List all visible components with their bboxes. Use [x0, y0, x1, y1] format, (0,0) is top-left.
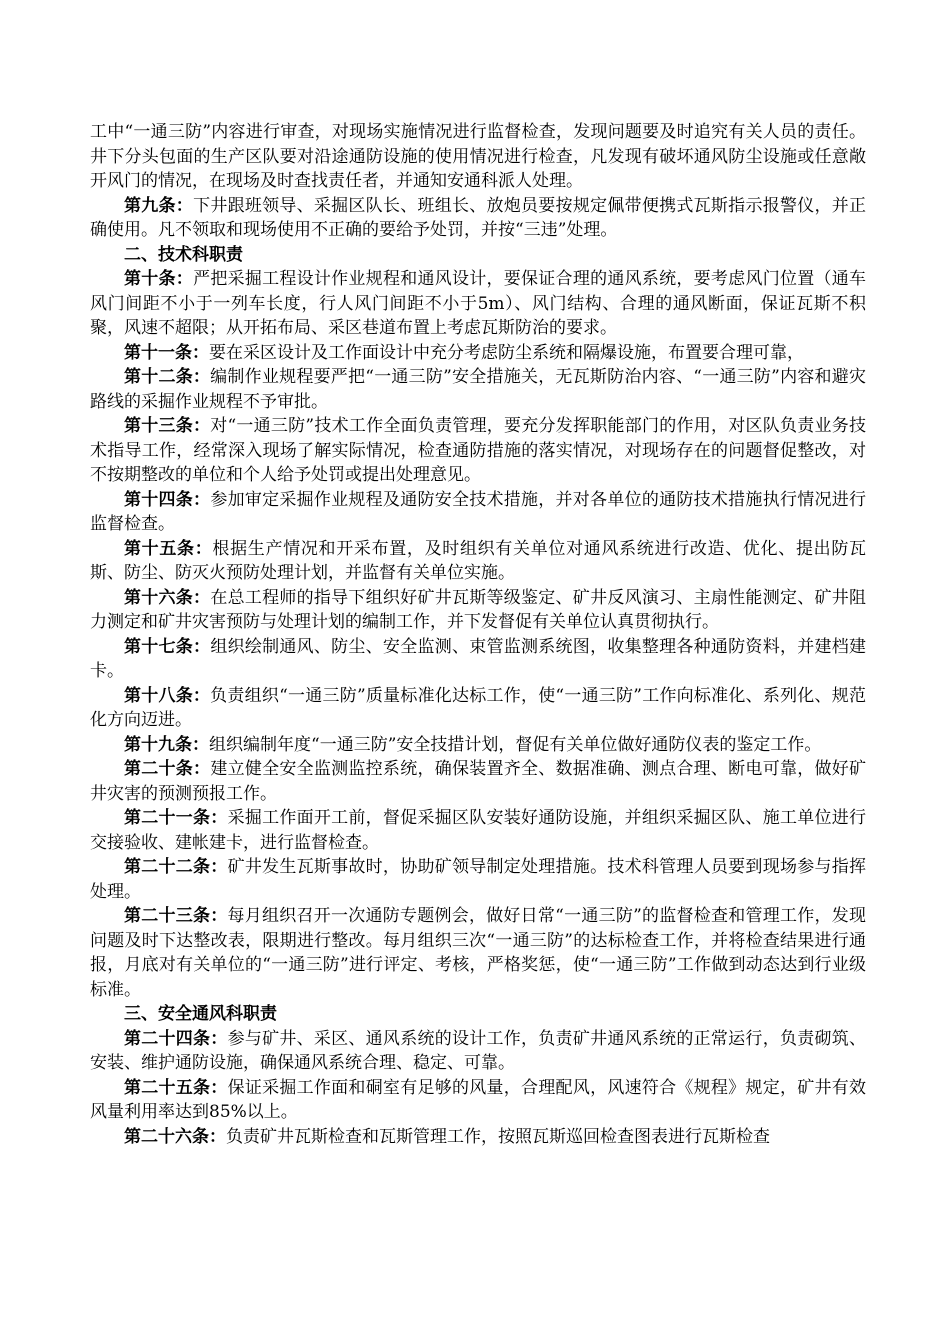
article-label: 第九条：: [124, 195, 194, 216]
paragraph-text: 工中“一通三防”内容进行审查，对现场实施情况进行监督检查，发现问题要及时追究有关人员的责任。井下分头包面的生产区队要对沿途通防设施的使用情况进行检查，凡发现有破坏通风防尘设施或任意敞开风门的情况，在现场及时查找责任者，并通知安通科派人处理。: [90, 122, 866, 191]
article-15: [90, 537, 866, 586]
article-text: 负责矿井瓦斯检查和瓦斯管理工作，按照瓦斯巡回检查图表进行瓦斯检查: [226, 1126, 770, 1147]
article-12: [90, 365, 866, 414]
article-18: [90, 684, 866, 733]
article-label: 第二十一条：: [124, 808, 228, 828]
article-14: [90, 488, 866, 537]
article-label: 第二十二条：: [124, 857, 228, 877]
section-heading-safety-ventilation: 三、安全通风科职责: [124, 1004, 277, 1024]
article-17: [90, 635, 866, 684]
article-label: 第十八条：: [124, 685, 211, 706]
article-text: 严把采掘工程设计作业规程和通风设计，要保证合理的通风系统，要考虑风门位置（通车风门间距不小于一列车长度，行人风门间距不小于5m）、风门结构、合理的通风断面，保证瓦斯不积聚，风速不超限；从开拓布局、采区巷道布置上考虑瓦斯防治的要求。: [90, 269, 867, 338]
article-label: 第十二条：: [124, 367, 211, 387]
article-text: 对“一通三防”技术工作全面负责管理，要充分发挥职能部门的作用，对区队负责业务技术指导工作，经常深入现场了解实际情况，检查通防措施的落实情况，对现场存在的问题督促整改，对不按期整改的单位和个人给予处罚或提出处理意见。: [90, 416, 866, 485]
article-text: 每月组织召开一次通防专题例会，做好日常“一通三防”的监督检查和管理工作，发现问题及时下达整改表，限期进行整改。每月组织三次“一通三防”的达标检查工作，并将检查结果进行通报，月底对有关单位的“一通三防”进行评定、考核，严格奖惩，使“一通三防”工作做到动态达到行业级标准。: [90, 906, 866, 1000]
article-22: [90, 855, 866, 904]
article-text: 负责组织“一通三防”质量标准化达标工作，使“一通三防”工作向标准化、系列化、规范化方向迈进。: [90, 685, 867, 730]
article-text: 采掘工作面开工前，督促采掘区队安装好通防设施，并组织采掘区队、施工单位进行交接验收、建帐建卡，进行监督检查。: [90, 808, 867, 853]
article-text: 参与矿井、采区、通风系统的设计工作，负责矿井通风系统的正常运行，负责砌筑、安装、维护通防设施，确保通风系统合理、稳定、可靠。: [90, 1028, 867, 1073]
article-label: 第二十条：: [124, 759, 211, 779]
article-text: 在总工程师的指导下组织好矿井瓦斯等级鉴定、矿井反风演习、主扇性能测定、矿井阻力测定和矿井灾害预防与处理计划的编制工作，并下发督促有关单位认真贯彻执行。: [90, 587, 867, 632]
article-13: [90, 414, 866, 488]
section-heading-technical: 二、技术科职责: [124, 244, 243, 265]
article-text: 参加审定采掘作业规程及通防安全技术措施，并对各单位的通防技术措施执行情况进行监督检查。: [90, 489, 867, 534]
article-24: [90, 1027, 866, 1076]
article-11: [90, 341, 866, 366]
article-25: [90, 1076, 866, 1125]
article-label: 第十五条：: [124, 538, 213, 559]
article-text: 矿井发生瓦斯事故时，协助矿领导制定处理措施。技术科管理人员要到现场参与指挥处理。: [90, 857, 867, 902]
article-text: 要在采区设计及工作面设计中充分考虑防尘系统和隔爆设施，布置要合理可靠，: [209, 342, 804, 363]
article-label: 第二十五条：: [124, 1077, 228, 1098]
article-text: 建立健全安全监测监控系统，确保装置齐全、数据准确、测点合理、断电可靠，做好矿井灾害的预测预报工作。: [90, 759, 867, 804]
paragraph-continued: [90, 120, 866, 194]
article-text: 编制作业规程要严把“一通三防”安全措施关，无瓦斯防治内容、“一通三防”内容和避灾路线的采掘作业规程不予审批。: [90, 367, 867, 412]
article-text: 保证采掘工作面和硐室有足够的风量，合理配风，风速符合《规程》规定，矿井有效风量利用率达到85%以上。: [90, 1077, 867, 1122]
article-label: 第十九条：: [124, 734, 209, 755]
article-label: 第十条：: [124, 269, 194, 289]
article-26: [90, 1125, 866, 1150]
article-label: 第十三条：: [124, 416, 211, 436]
article-label: 第二十四条：: [124, 1028, 228, 1049]
document-body: [90, 120, 866, 1149]
article-23: [90, 904, 866, 1002]
article-label: 第二十三条：: [124, 906, 228, 926]
article-21: [90, 806, 866, 855]
article-text: 下井跟班领导、采掘区队长、班组长、放炮员要按规定佩带便携式瓦斯指示报警仪，并正确使用。凡不领取和现场使用不正确的要给予处罚，并按“三违”处理。: [90, 195, 867, 240]
article-20: [90, 757, 866, 806]
article-text: 根据生产情况和开采布置，及时组织有关单位对通风系统进行改造、优化、提出防瓦斯、防尘、防灭火预防处理计划，并监督有关单位实施。: [90, 538, 867, 583]
article-text: 组织绘制通风、防尘、安全监测、束管监测系统图，收集整理各种通防资料，并建档建卡。: [90, 636, 867, 681]
article-text: 组织编制年度“一通三防”安全技措计划，督促有关单位做好通防仪表的鉴定工作。: [209, 734, 822, 755]
article-label: 第十四条：: [124, 489, 211, 510]
article-10: [90, 267, 866, 341]
article-16: [90, 586, 866, 635]
article-label: 第十一条：: [124, 342, 209, 363]
article-label: 第二十六条：: [124, 1126, 226, 1147]
article-19: [90, 733, 866, 758]
article-9: [90, 194, 866, 243]
article-label: 第十六条：: [124, 587, 211, 608]
article-label: 第十七条：: [124, 636, 211, 657]
